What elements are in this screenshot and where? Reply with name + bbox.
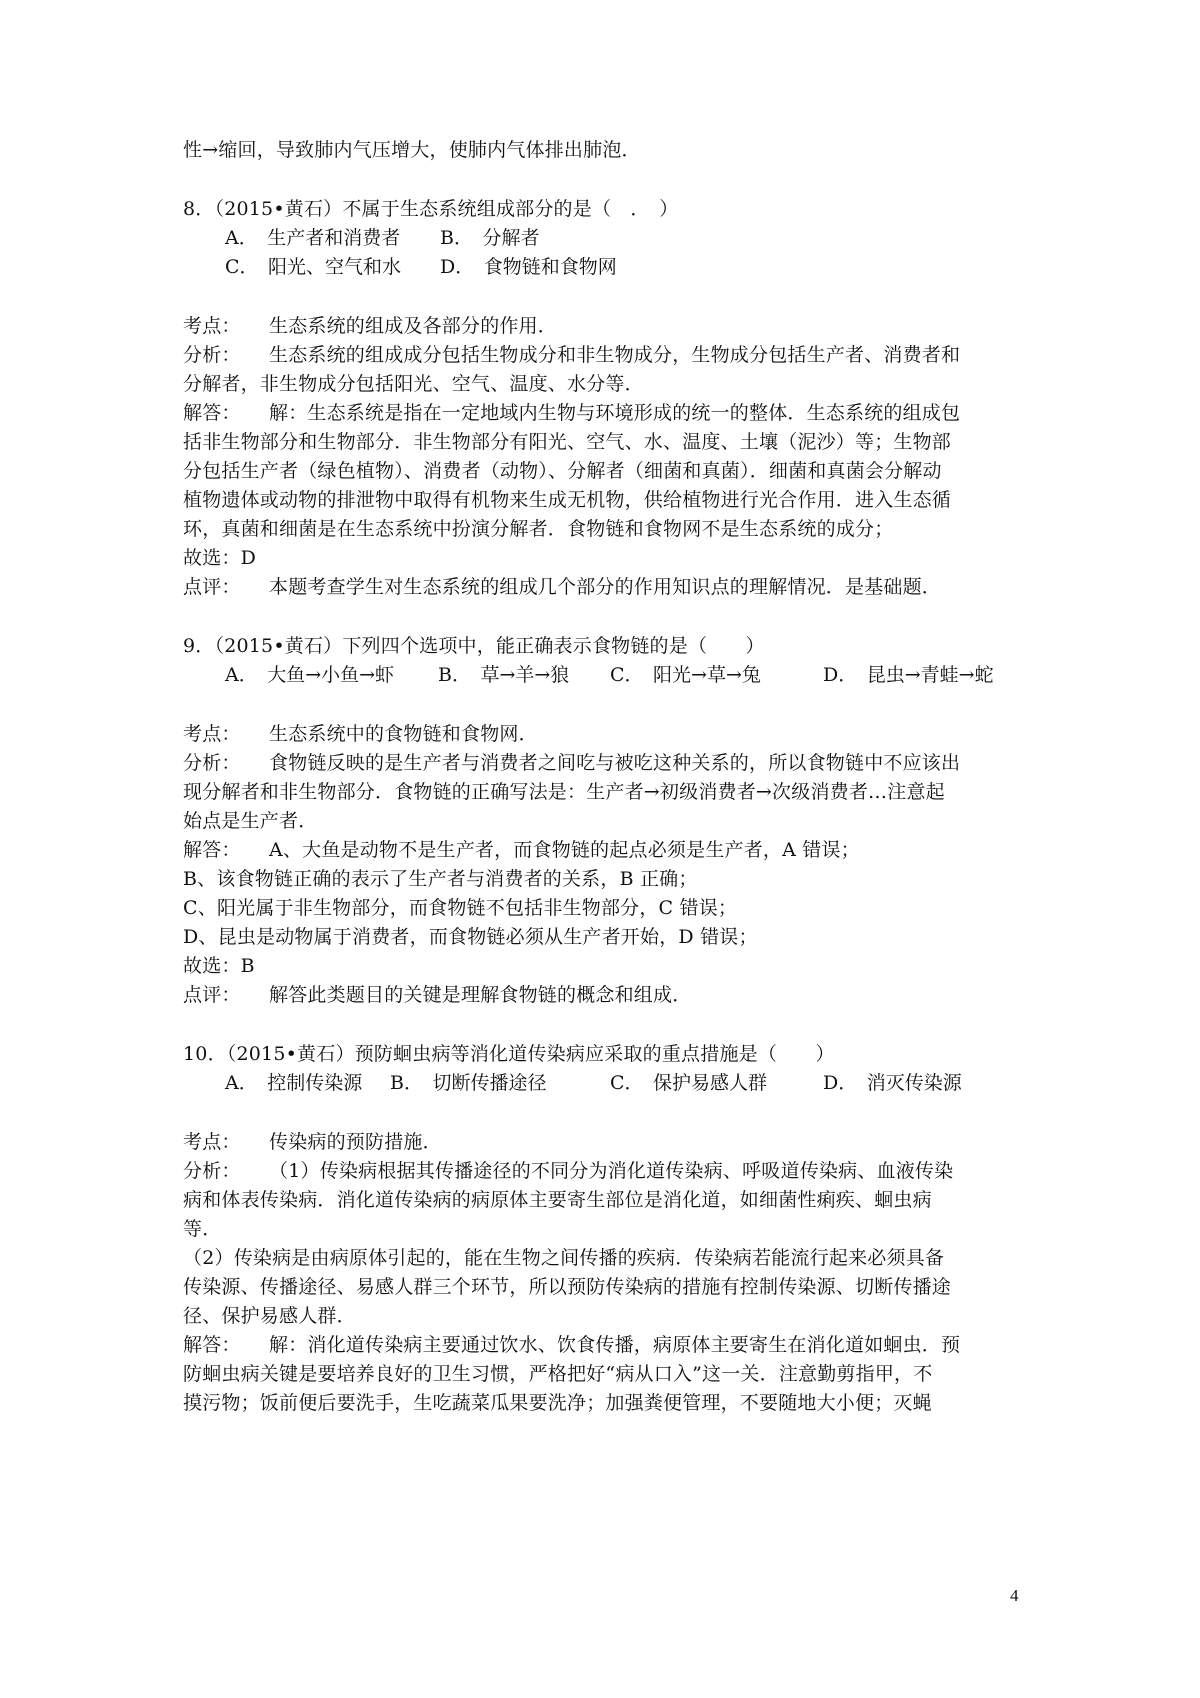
question-8-stem: 8．（2015•黄石）不属于生态系统组成部分的是（ ． ） [183, 198, 679, 220]
q8-answer: 故选：D [183, 547, 257, 569]
text-line: 括非生物部分和生物部分．非生物部分有阳光、空气、水、温度、土壤（泥沙）等；生物部 [183, 431, 952, 453]
text-line: 现分解者和非生物部分．食物链的正确写法是：生产者→初级消费者→次级消费者…注意起 [183, 781, 945, 803]
q10-kaodian [183, 1130, 442, 1154]
dianping-text: 解答此类题目的关键是理解食物链的概念和组成． [269, 984, 692, 1006]
jieda-text: A、大鱼是动物不是生产者，而食物链的起点必须是生产者，A 错误； [269, 839, 860, 861]
jieda-label: 解答： [183, 1334, 241, 1356]
q8-kaodian [183, 314, 557, 338]
fenxi-text: （1）传染病根据其传播途径的不同分为消化道传染病、呼吸道传染病、血液传染 [269, 1160, 954, 1182]
fenxi-text: 生态系统的组成成分包括生物成分和非生物成分，生物成分包括生产者、消费者和 [269, 344, 961, 366]
q8-option-d: D． 食物链和食物网 [440, 256, 617, 278]
fenxi-label: 分析： [183, 752, 241, 774]
q10-option-a: A． 控制传染源 [225, 1072, 363, 1094]
fenxi-label: 分析： [183, 1160, 241, 1182]
q10-option-b: B． 切断传播途径 [390, 1072, 547, 1094]
kaodian-label: 考点： [183, 1131, 241, 1153]
q9-answer: 故选：B [183, 955, 255, 977]
kaodian-label: 考点： [183, 723, 241, 745]
page-number: 4 [1010, 1586, 1019, 1605]
text-line: 植物遗体或动物的排泄物中取得有机物来生成无机物，供给植物进行光合作用．进入生态循 [183, 489, 952, 511]
q9-dianping [183, 983, 691, 1007]
dianping-label: 点评： [183, 576, 241, 598]
text-line: 防蛔虫病关键是要培养良好的卫生习惯，严格把好“病从口入”这一关．注意勤剪指甲，不 [183, 1363, 933, 1385]
q8-option-c: C． 阳光、空气和水 [225, 256, 402, 278]
text-line: 摸污物；饭前便后要洗手，生吃蔬菜瓜果要洗净；加强粪便管理，不要随地大小便；灭蝇 [183, 1392, 932, 1414]
q9-option-a: A． 大鱼→小鱼→虾 [225, 664, 395, 686]
fenxi-label: 分析： [183, 344, 241, 366]
q10-option-c: C． 保护易感人群 [610, 1072, 768, 1094]
q9-jieda [183, 838, 860, 862]
q10-jieda [183, 1333, 960, 1357]
text-line: 等． [183, 1218, 222, 1240]
text-line: 病和体表传染病．消化道传染病的病原体主要寄生部位是消化道，如细菌性痢疾、蛔虫病 [183, 1189, 932, 1211]
q9-option-b: B． 草→羊→狼 [438, 664, 570, 686]
q8-jieda [183, 401, 960, 425]
jieda-text: 解：生态系统是指在一定地域内生物与环境形成的统一的整体．生态系统的组成包 [269, 402, 961, 424]
q10-option-d: D． 消灭传染源 [823, 1072, 962, 1094]
text-line: B、该食物链正确的表示了生产者与消费者的关系，B 正确； [183, 868, 698, 890]
jieda-label: 解答： [183, 839, 241, 861]
text-line: 传染源、传播途径、易感人群三个环节，所以预防传染病的措施有控制传染源、切断传播途 [183, 1276, 952, 1298]
question-9-stem: 9．（2015•黄石）下列四个选项中，能正确表示食物链的是（ ） [183, 635, 765, 657]
q9-fenxi [183, 751, 960, 775]
text-line: 分包括生产者（绿色植物）、消费者（动物）、分解者（细菌和真菌）．细菌和真菌会分解动 [183, 460, 942, 482]
text-line: 环，真菌和细菌是在生态系统中扮演分解者．食物链和食物网不是生态系统的成分； [183, 518, 894, 540]
text-line: （2）传染病是由病原体引起的，能在生物之间传播的疾病．传染病若能流行起来必须具备 [183, 1247, 945, 1269]
text-line: 始点是生产者． [183, 810, 318, 832]
dianping-label: 点评： [183, 984, 241, 1006]
q9-option-d: D． 昆虫→青蛙→蛇 [823, 664, 994, 686]
text-line: 径、保护易感人群． [183, 1305, 356, 1327]
q9-option-c: C． 阳光→草→兔 [610, 664, 761, 686]
q8-option-b: B． 分解者 [440, 227, 540, 249]
fenxi-text: 食物链反映的是生产者与消费者之间吃与被吃这种关系的，所以食物链中不应该出 [269, 752, 961, 774]
q9-kaodian [183, 722, 538, 746]
kaodian-text: 传染病的预防措施． [269, 1131, 442, 1153]
text-line: 性→缩回，导致肺内气压增大，使肺内气体排出肺泡． [183, 139, 641, 161]
jieda-text: 解：消化道传染病主要通过饮水、饮食传播，病原体主要寄生在消化道如蛔虫．预 [269, 1334, 961, 1356]
kaodian-text: 生态系统中的食物链和食物网． [269, 723, 538, 745]
q8-dianping [183, 575, 941, 599]
q8-option-a: A． 生产者和消费者 [225, 227, 401, 249]
question-10-stem: 10．（2015•黄石）预防蛔虫病等消化道传染病应采取的重点措施是（ ） [183, 1043, 835, 1065]
kaodian-label: 考点： [183, 315, 241, 337]
q10-fenxi [183, 1159, 953, 1183]
text-line: D、昆虫是动物属于消费者，而食物链必须从生产者开始，D 错误； [183, 926, 758, 948]
dianping-text: 本题考查学生对生态系统的组成几个部分的作用知识点的理解情况．是基础题． [269, 576, 942, 598]
kaodian-text: 生态系统的组成及各部分的作用． [269, 315, 558, 337]
text-line: 分解者，非生物成分包括阳光、空气、温度、水分等． [183, 373, 644, 395]
text-line: C、阳光属于非生物部分，而食物链不包括非生物部分，C 错误； [183, 897, 738, 919]
q8-fenxi [183, 343, 960, 367]
jieda-label: 解答： [183, 402, 241, 424]
